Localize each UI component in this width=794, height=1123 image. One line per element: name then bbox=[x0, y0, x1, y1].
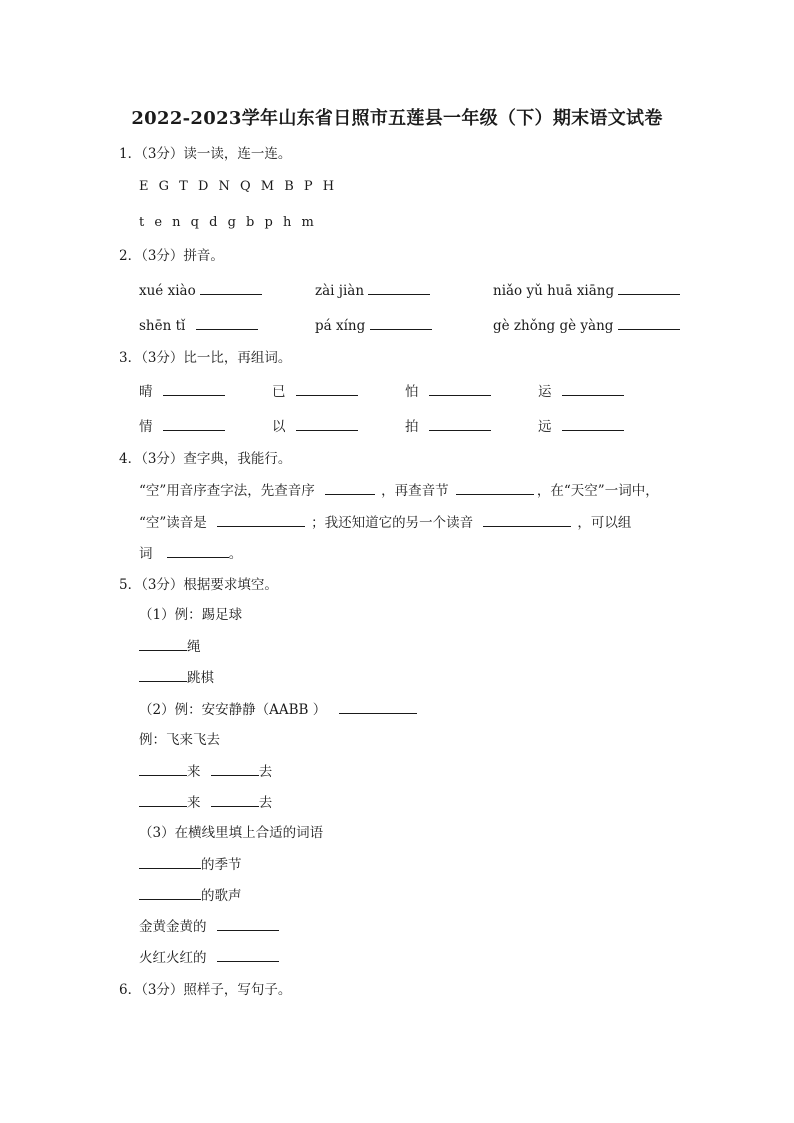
q4-text: “空”读音是 bbox=[139, 515, 207, 531]
q3-char-item bbox=[139, 417, 225, 436]
answer-blank[interactable] bbox=[618, 281, 680, 295]
pinyin-text: pá xíng bbox=[315, 318, 366, 334]
character: 拍 bbox=[405, 419, 419, 435]
q4-stem: 4．（3分）查字典，我能行。 bbox=[119, 451, 292, 467]
q5-fill-item bbox=[139, 917, 279, 936]
answer-blank[interactable] bbox=[429, 382, 491, 396]
q2-pinyin-item bbox=[139, 281, 262, 300]
q2-pinyin-item bbox=[493, 281, 680, 300]
q4-text: ，再查音节 bbox=[381, 483, 449, 499]
q3-char-item bbox=[405, 382, 491, 401]
pinyin-text: gè zhǒng gè yàng bbox=[493, 318, 614, 334]
answer-blank[interactable] bbox=[325, 481, 375, 495]
answer-blank[interactable] bbox=[211, 793, 259, 807]
q1-uppercase-letters: E G T D N Q M B P H bbox=[139, 179, 338, 194]
character: 晴 bbox=[139, 384, 153, 400]
q5-fill-item bbox=[139, 886, 242, 905]
q1-stem: 1．（3分）读一读，连一连。 bbox=[119, 146, 292, 162]
q4-line-1 bbox=[139, 481, 659, 500]
q3-char-item bbox=[538, 382, 624, 401]
q5-fill-item bbox=[139, 637, 201, 656]
answer-blank[interactable] bbox=[456, 481, 534, 495]
answer-blank[interactable] bbox=[562, 382, 624, 396]
q2-pinyin-item bbox=[315, 281, 430, 300]
q4-line-3 bbox=[139, 544, 242, 563]
q5-text: 的季节 bbox=[201, 857, 242, 873]
q5-example-2: 例：飞来飞去 bbox=[139, 732, 220, 748]
character: 怕 bbox=[405, 384, 419, 400]
q6-stem: 6．（3分）照样子，写句子。 bbox=[119, 982, 292, 998]
q3-char-item bbox=[538, 417, 624, 436]
answer-blank[interactable] bbox=[483, 513, 571, 527]
answer-blank[interactable] bbox=[139, 762, 187, 776]
answer-blank[interactable] bbox=[217, 917, 279, 931]
q4-text: 。 bbox=[228, 546, 243, 562]
q3-char-item bbox=[272, 417, 358, 436]
q2-pinyin-item bbox=[139, 316, 258, 335]
q5-text: （2）例：安安静静（AABB ） bbox=[139, 702, 327, 718]
answer-blank[interactable] bbox=[139, 637, 187, 651]
pinyin-text: niǎo yǔ huā xiāng bbox=[493, 283, 615, 299]
answer-blank[interactable] bbox=[139, 793, 187, 807]
q3-stem: 3．（3分）比一比，再组词。 bbox=[119, 350, 292, 366]
answer-blank[interactable] bbox=[217, 948, 279, 962]
q3-char-item bbox=[272, 382, 358, 401]
character: 运 bbox=[538, 384, 552, 400]
q5-fill-item bbox=[139, 948, 279, 967]
answer-blank[interactable] bbox=[296, 417, 358, 431]
q4-text: ，在“天空”一词中， bbox=[536, 483, 659, 499]
character: 远 bbox=[538, 419, 552, 435]
character: 已 bbox=[272, 384, 286, 400]
q2-pinyin-item bbox=[315, 316, 432, 335]
answer-blank[interactable] bbox=[200, 281, 262, 295]
answer-blank[interactable] bbox=[429, 417, 491, 431]
answer-blank[interactable] bbox=[296, 382, 358, 396]
q2-pinyin-item bbox=[493, 316, 680, 335]
q3-char-item bbox=[405, 417, 491, 436]
q5-text: 绳 bbox=[187, 639, 201, 655]
answer-blank[interactable] bbox=[339, 700, 417, 714]
q5-fill-item bbox=[139, 668, 214, 687]
q5-text: 去 bbox=[258, 764, 273, 780]
q5-text: 来 bbox=[187, 764, 201, 780]
q5-part2 bbox=[139, 700, 417, 719]
q5-text: 的歌声 bbox=[201, 888, 242, 904]
answer-blank[interactable] bbox=[139, 668, 187, 682]
character: 情 bbox=[139, 419, 153, 435]
answer-blank[interactable] bbox=[167, 544, 229, 558]
q4-text: ，可以组 bbox=[577, 515, 632, 531]
q5-part3: （3）在横线里填上合适的词语 bbox=[139, 825, 324, 841]
q5-fill-item bbox=[139, 855, 242, 874]
answer-blank[interactable] bbox=[618, 316, 680, 330]
q5-text: 去 bbox=[258, 795, 273, 811]
q4-text: “空”用音序查字法，先查音序 bbox=[139, 483, 315, 499]
character: 以 bbox=[272, 419, 286, 435]
q5-text: 火红火红的 bbox=[139, 950, 207, 966]
exam-title: 2022-2023学年山东省日照市五莲县一年级（下）期末语文试卷 bbox=[131, 108, 663, 129]
answer-blank[interactable] bbox=[211, 762, 259, 776]
q2-stem: 2．（3分）拼音。 bbox=[119, 248, 224, 264]
q5-text: 来 bbox=[187, 795, 201, 811]
q4-line-2 bbox=[139, 513, 631, 532]
pinyin-text: shēn tǐ bbox=[139, 318, 186, 334]
q5-stem: 5．（3分）根据要求填空。 bbox=[119, 577, 278, 593]
answer-blank[interactable] bbox=[163, 382, 225, 396]
q3-char-item bbox=[139, 382, 225, 401]
q4-text: ；我还知道它的另一个读音 bbox=[311, 515, 474, 531]
answer-blank[interactable] bbox=[370, 316, 432, 330]
answer-blank[interactable] bbox=[562, 417, 624, 431]
answer-blank[interactable] bbox=[139, 855, 201, 869]
q5-text: 金黄金黄的 bbox=[139, 919, 207, 935]
answer-blank[interactable] bbox=[163, 417, 225, 431]
q5-fill-item bbox=[139, 793, 272, 812]
answer-blank[interactable] bbox=[217, 513, 305, 527]
pinyin-text: zài jiàn bbox=[315, 283, 365, 299]
pinyin-text: xué xiào bbox=[139, 283, 196, 299]
answer-blank[interactable] bbox=[139, 886, 201, 900]
q5-part1-example: （1）例：踢足球 bbox=[139, 607, 243, 623]
answer-blank[interactable] bbox=[196, 316, 258, 330]
q5-text: 跳棋 bbox=[187, 670, 214, 686]
q4-text: 词 bbox=[139, 546, 153, 562]
q1-lowercase-letters: t e n q d g b p h m bbox=[139, 215, 317, 230]
answer-blank[interactable] bbox=[368, 281, 430, 295]
q5-fill-item bbox=[139, 762, 272, 781]
